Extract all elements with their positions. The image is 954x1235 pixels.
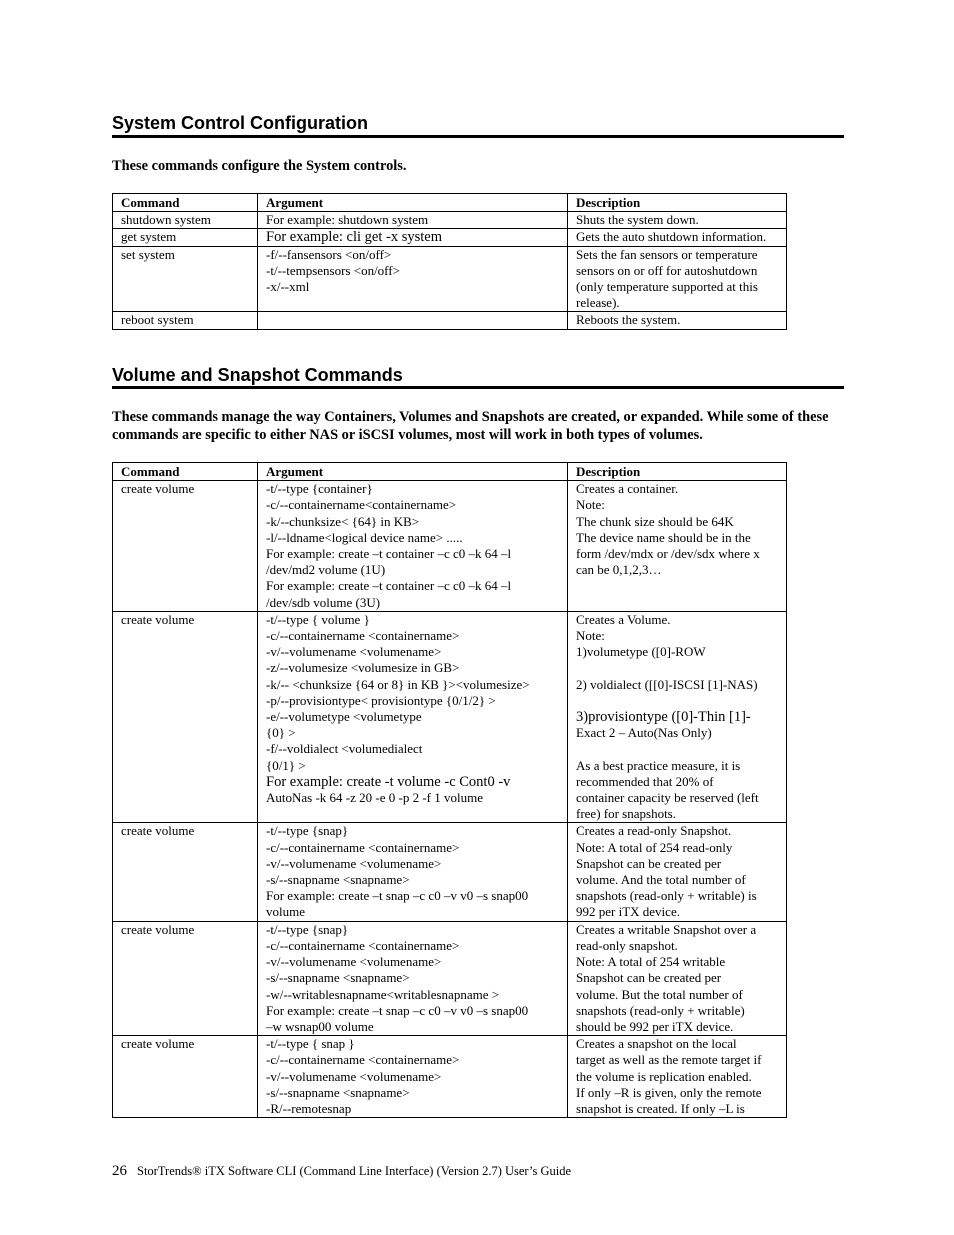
description-cell [568, 246, 787, 312]
cell-line: Snapshot can be created per [576, 855, 722, 871]
cell-line: For example: create -t volume -c Cont0 -v [266, 773, 511, 790]
cell-line: Sets the fan sensors or temperature sensors on or off for autoshutdown (only temperature supported at this release). [576, 246, 758, 311]
footer-text: StorTrends® iTX Software CLI (Command Line Interface) (Version 2.7) User’s Guide [137, 1164, 572, 1178]
cell-line: Creates a Volume. [576, 611, 671, 627]
cell-line: AutoNas -k 64 -z 20 -e 0 -p 2 -f 1 volume [266, 790, 483, 806]
cell-line: {0} > [266, 725, 296, 741]
command-cell: create volume [113, 611, 258, 823]
cell-line: -e/--volumetype <volumetype [266, 709, 422, 725]
cell-line: -c/--containername<containername> [266, 497, 457, 513]
table-row [113, 1036, 787, 1118]
argument-cell [258, 212, 568, 229]
cell-line: For example: create –t snap –c c0 –v v0 –s snap00 [266, 888, 529, 904]
description-cell [568, 1036, 787, 1118]
cell-line: -w/--writablesnapname<writablesnapname > [266, 986, 500, 1002]
column-header-command: Command [113, 463, 258, 481]
cell-line: Note: [576, 628, 605, 644]
cell-line: the volume is replication enabled. [576, 1068, 752, 1084]
section-intro-volume-snapshot: These commands manage the way Containers, Volumes and Snapshots are created, or expanded. While some of these commands are specific to either NAS or iSCSI volumes, most will work in both types of volumes. [112, 409, 829, 443]
cell-line: Exact 2 – Auto(Nas Only) [576, 725, 712, 741]
cell-line: -c/--containername <containername> [266, 839, 460, 855]
cell-line: /dev/sdb volume (3U) [266, 594, 381, 610]
cell-line: -p/--provisiontype< provisiontype {0/1/2} > [266, 692, 496, 708]
cell-line: -f/--fansensors <on/off> [266, 246, 392, 262]
cell-line: 992 per iTX device. [576, 904, 680, 920]
cell-line: Creates a snapshot on the local [576, 1036, 737, 1052]
page-number: 26 [112, 1163, 127, 1179]
cell-line: Gets the auto shutdown information. [576, 229, 767, 245]
table-row [113, 611, 787, 823]
argument-cell [258, 246, 568, 312]
table-row [113, 212, 787, 229]
argument-cell [258, 921, 568, 1035]
cell-line: -v/--volumename <volumename> [266, 954, 442, 970]
section-title-volume-snapshot: Volume and Snapshot Commands [112, 365, 403, 385]
cell-line: -R/--remotesnap [266, 1100, 352, 1116]
description-cell [568, 212, 787, 229]
table-row [113, 823, 787, 921]
cell-line: container capacity be reserved (left [576, 790, 759, 806]
cell-line: Note: A total of 254 writable [576, 954, 726, 970]
cell-line: 2) voldialect ([[0]-ISCSI [1]-NAS) [576, 676, 758, 692]
page-footer [112, 1163, 571, 1179]
cell-line: volume [266, 904, 305, 920]
table-row [113, 229, 787, 246]
cell-line: -t/--type {snap} [266, 823, 349, 839]
volume-snapshot-table [112, 462, 787, 1118]
table-row [113, 481, 787, 612]
cell-line: form /dev/mdx or /dev/sdx where x [576, 546, 760, 562]
table-header-row [113, 463, 787, 481]
table-row [113, 312, 787, 329]
cell-line: free) for snapshots. [576, 806, 676, 822]
cell-line: -c/--containername <containername> [266, 628, 460, 644]
cell-line: –w wsnap00 volume [266, 1018, 374, 1034]
cell-line: -c/--containername <containername> [266, 1052, 460, 1068]
cell-line: Snapshot can be created per [576, 970, 722, 986]
cell-line [576, 693, 782, 709]
command-cell: set system [113, 246, 258, 312]
cell-line: -t/--type { volume } [266, 611, 370, 627]
command-cell: shutdown system [113, 212, 258, 229]
section-rule [112, 386, 844, 389]
section-intro-system-control: These commands configure the System controls. [112, 158, 407, 174]
cell-line: snapshots (read-only + writable) [576, 1002, 745, 1018]
cell-line: If only –R is given, only the remote [576, 1084, 762, 1100]
command-cell: create volume [113, 823, 258, 921]
cell-line: -t/--tempsensors <on/off> [266, 262, 400, 278]
argument-cell [258, 481, 568, 612]
cell-line: -t/--type {snap} [266, 921, 349, 937]
cell-line: -t/--type { snap } [266, 1036, 355, 1052]
cell-line [576, 741, 782, 757]
cell-line: Note: A total of 254 read-only [576, 839, 733, 855]
cell-line: {0/1} > [266, 757, 306, 773]
cell-line: target as well as the remote target if [576, 1052, 762, 1068]
cell-line: -k/--chunksize< {64} in KB> [266, 513, 420, 529]
cell-line: -t/--type {container} [266, 481, 373, 497]
cell-line: read-only snapshot. [576, 937, 678, 953]
table-row [113, 246, 787, 312]
description-cell [568, 611, 787, 823]
cell-line: -v/--volumename <volumename> [266, 1068, 442, 1084]
argument-cell [258, 1036, 568, 1118]
cell-line: Creates a container. [576, 481, 679, 497]
command-cell: create volume [113, 1036, 258, 1118]
argument-cell [258, 312, 568, 329]
cell-line: volume. But the total number of [576, 986, 743, 1002]
section-rule [112, 135, 844, 138]
cell-line: As a best practice measure, it is [576, 757, 741, 773]
cell-line: 1)volumetype ([0]-ROW [576, 644, 706, 660]
cell-line: -s/--snapname <snapname> [266, 1084, 410, 1100]
cell-line: For example: create –t container –c c0 –k 64 –l [266, 578, 512, 594]
cell-line: 3)provisiontype ([0]-Thin [1]- [576, 709, 751, 726]
cell-line [576, 660, 782, 676]
argument-cell [258, 823, 568, 921]
column-header-argument: Argument [258, 463, 568, 481]
cell-line: Shuts the system down. [576, 212, 699, 228]
cell-line: For example: shutdown system [266, 212, 429, 228]
cell-line: The chunk size should be 64K [576, 513, 734, 529]
command-cell: reboot system [113, 312, 258, 329]
cell-line: For example: cli get -x system [266, 229, 442, 246]
cell-line: -s/--snapname <snapname> [266, 970, 410, 986]
table-row [113, 921, 787, 1035]
cell-line: For example: create –t snap –c c0 –v v0 –s snap00 [266, 1002, 529, 1018]
cell-line: -k/-- <chunksize {64 or 8} in KB }><volumesize> [266, 676, 530, 692]
cell-line: /dev/md2 volume (1U) [266, 562, 386, 578]
cell-line: -v/--volumename <volumename> [266, 855, 442, 871]
cell-line: Creates a read-only Snapshot. [576, 823, 732, 839]
cell-line: Note: [576, 497, 605, 513]
cell-line: -v/--volumename <volumename> [266, 644, 442, 660]
cell-line: -x/--xml [266, 279, 310, 295]
column-header-command: Command [113, 194, 258, 212]
cell-line: -z/--volumesize <volumesize in GB> [266, 660, 460, 676]
cell-line: -l/--ldname<logical device name> ..... [266, 529, 463, 545]
cell-line: snapshots (read-only + writable) is [576, 888, 757, 904]
column-header-argument: Argument [258, 194, 568, 212]
description-cell [568, 481, 787, 612]
argument-cell [258, 611, 568, 823]
cell-line: Reboots the system. [576, 312, 681, 328]
description-cell [568, 312, 787, 329]
cell-line: Creates a writable Snapshot over a [576, 921, 757, 937]
cell-line: For example: create –t container –c c0 –k 64 –l [266, 546, 512, 562]
command-cell: get system [113, 229, 258, 246]
cell-line: can be 0,1,2,3… [576, 562, 662, 578]
system-control-table [112, 193, 787, 330]
column-header-description: Description [568, 194, 787, 212]
description-cell [568, 823, 787, 921]
column-header-description: Description [568, 463, 787, 481]
cell-line: -f/--voldialect <volumedialect [266, 741, 423, 757]
cell-line: The device name should be in the [576, 529, 751, 545]
cell-line: recommended that 20% of [576, 773, 714, 789]
cell-line: should be 992 per iTX device. [576, 1018, 734, 1034]
command-cell: create volume [113, 481, 258, 612]
description-cell [568, 229, 787, 246]
description-cell [568, 921, 787, 1035]
cell-line: -s/--snapname <snapname> [266, 872, 410, 888]
section-title-system-control: System Control Configuration [112, 113, 368, 133]
argument-cell [258, 229, 568, 246]
cell-line: volume. And the total number of [576, 872, 746, 888]
cell-line: snapshot is created. If only –L is [576, 1100, 745, 1116]
table-header-row [113, 194, 787, 212]
command-cell: create volume [113, 921, 258, 1035]
cell-line: -c/--containername <containername> [266, 937, 460, 953]
